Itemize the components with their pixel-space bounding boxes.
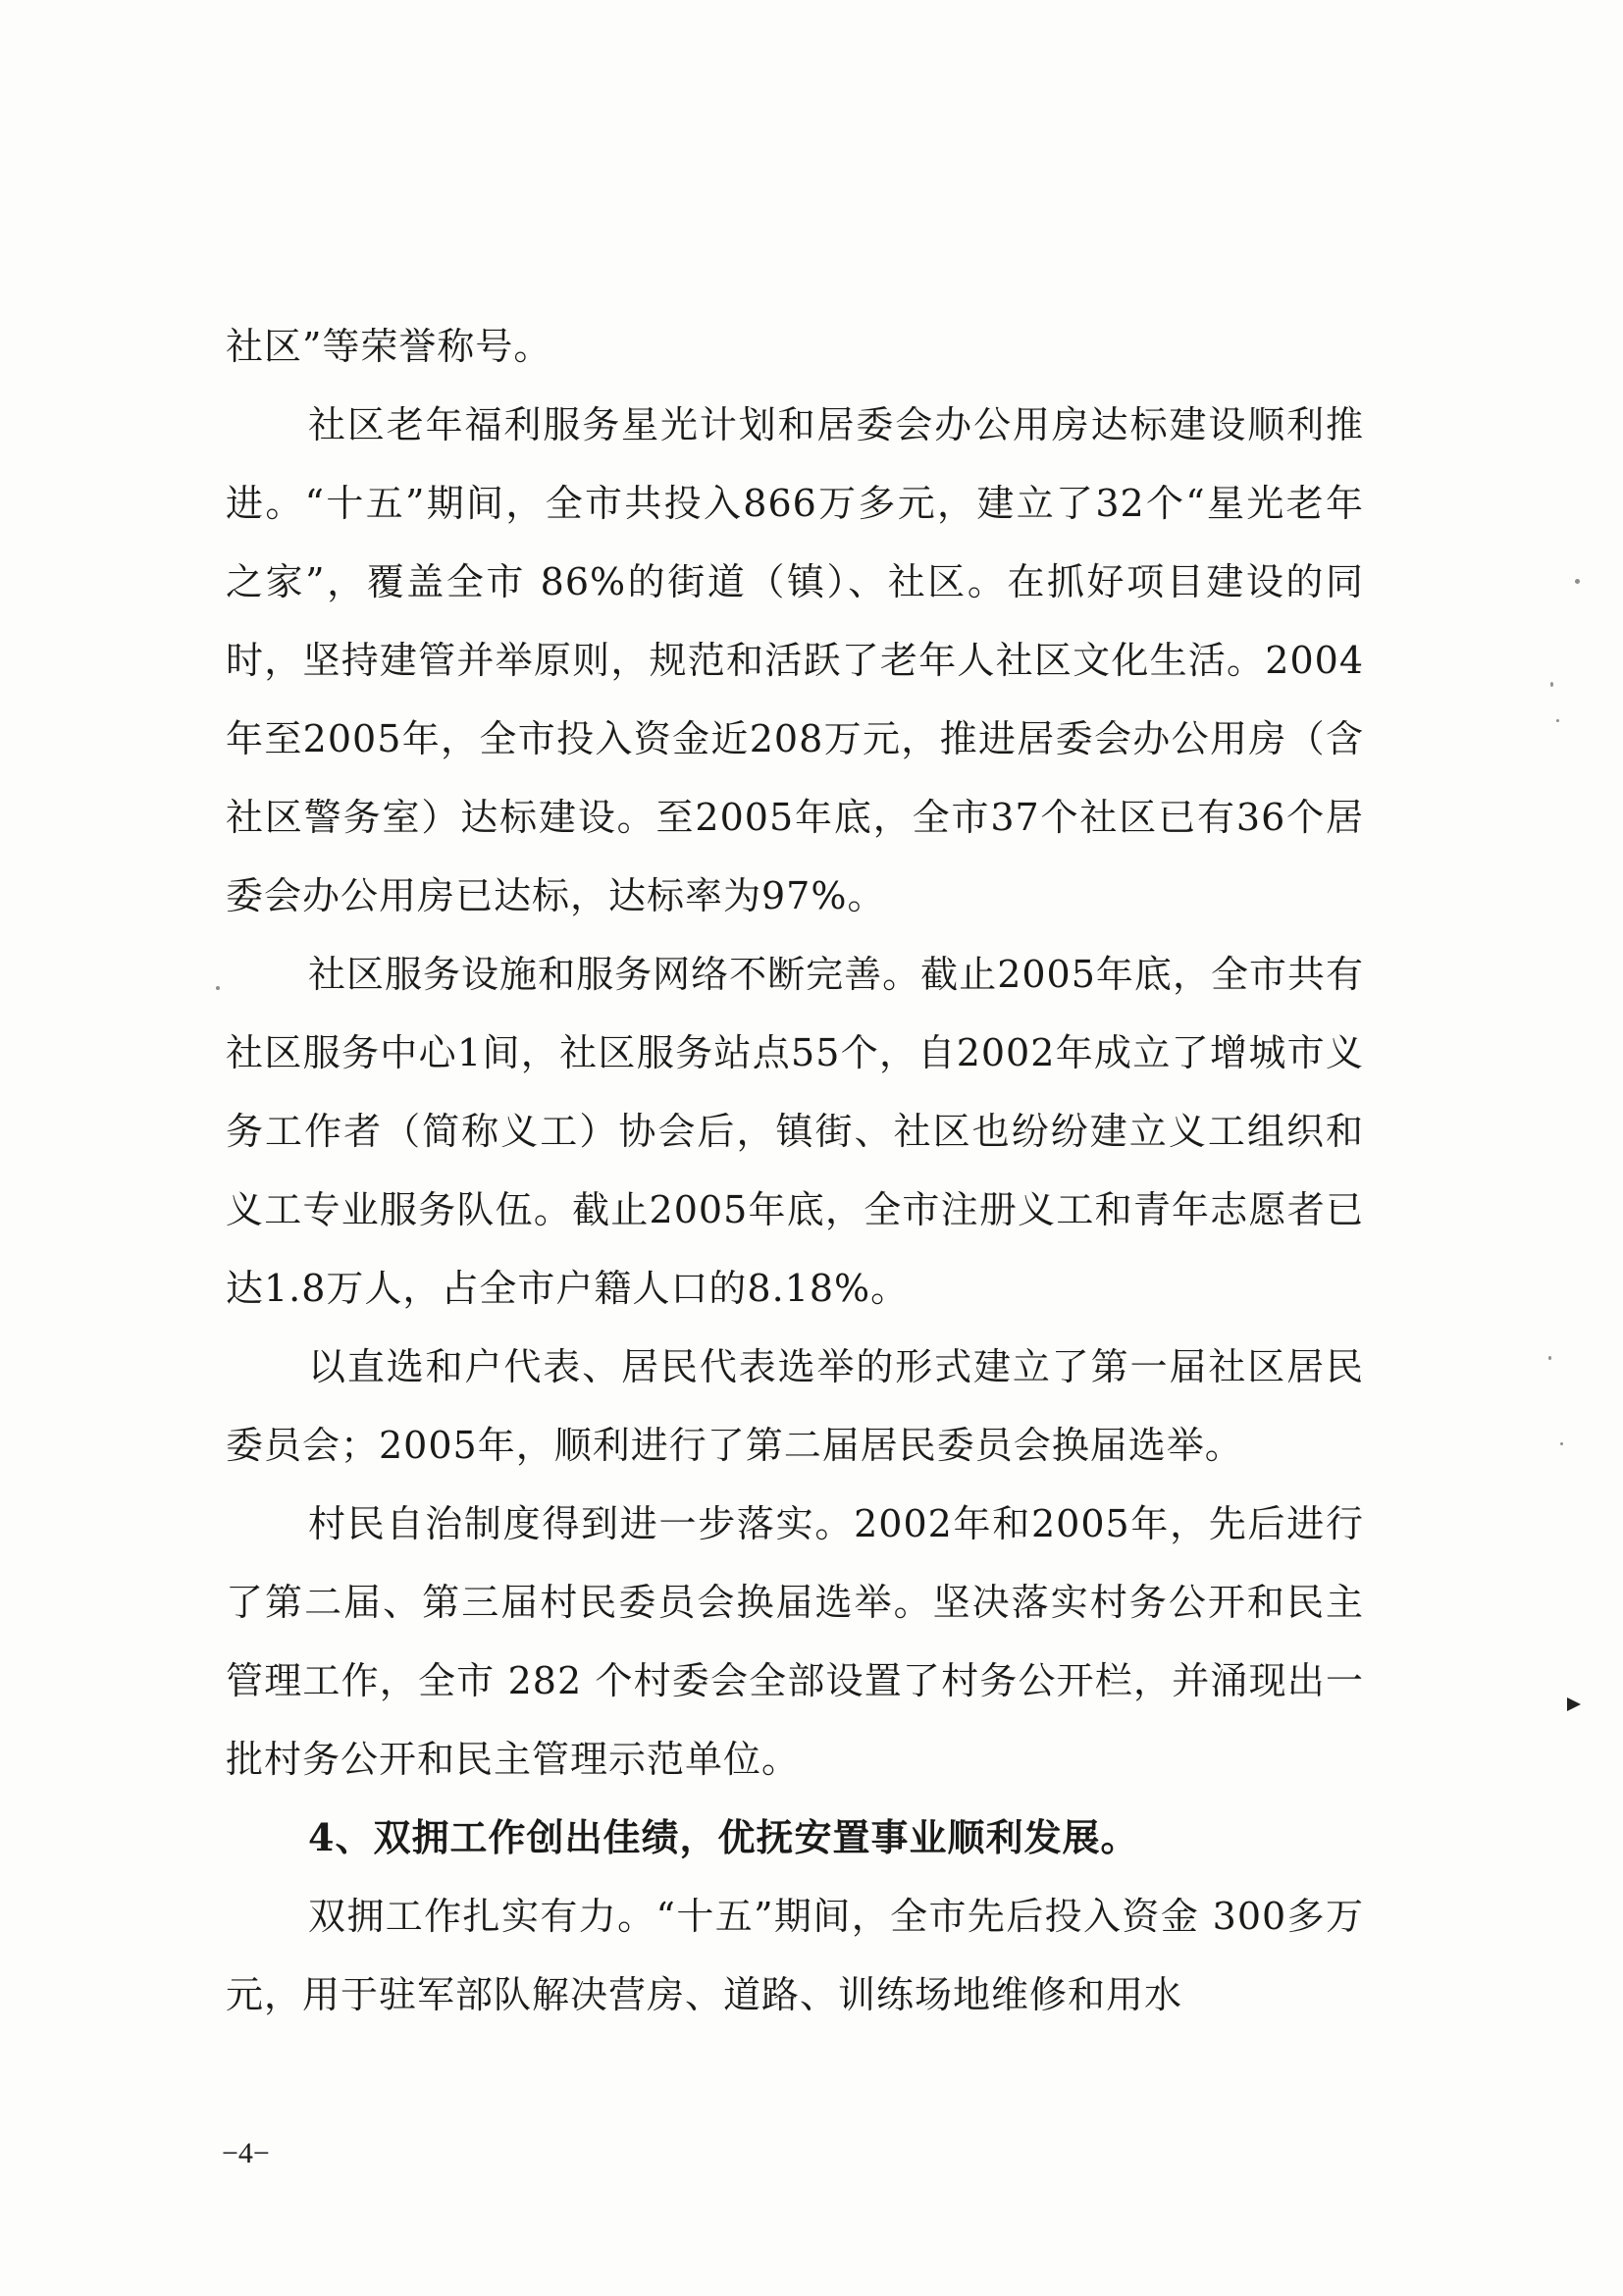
paragraph-community-service-network: 社区服务设施和服务网络不断完善。截止2005年底，全市共有社区服务中心1间，社区服务站点55个，自2002年成立了增城市义务工作者（简称义工）协会后，镇街、社区也纷纷建立义工组织和义工专业服务队伍。截止2005年底，全市注册义工和青年志愿者已达1.8万人，占全市户籍人口的8.18%。 — [226, 953, 1364, 1310]
section-heading-double-support: 4、双拥工作创出佳绩，优抚安置事业顺利发展。 — [308, 1815, 1139, 1859]
scan-speck — [1548, 1356, 1551, 1360]
paragraph-villager-autonomy: 村民自治制度得到进一步落实。2002年和2005年，先后进行了第二届、第三届村民委员会换届选举。坚决落实村务公开和民主管理工作，全市 282 个村委会全部设置了村务公开栏，并涌现出一批村务公开和民主管理示范单位。 — [226, 1502, 1364, 1781]
document-body — [226, 307, 1364, 2034]
paragraph-community-elderly-welfare: 社区老年福利服务星光计划和居委会办公用房达标建设顺利推进。“十五”期间，全市共投入866万多元，建立了32个“星光老年之家”，覆盖全市 86%的街道（镇）、社区。在抓好项目建设的同时，坚持建管并举原则，规范和活跃了老年人社区文化生活。2004年至2005年，全市投入资金近208万元，推进居委会办公用房（含社区警务室）达标建设。至2005年底，全市37个社区已有36个居委会办公用房已达标，达标率为97%。 — [226, 403, 1364, 917]
page-number: −4− — [222, 2137, 270, 2169]
paragraph-double-support-work: 双拥工作扎实有力。“十五”期间，全市先后投入资金 300多万元，用于驻军部队解决营房、道路、训练场地维修和用水 — [226, 1895, 1364, 2016]
paragraph-residents-committee-election: 以直选和户代表、居民代表选举的形式建立了第一届社区居民委员会；2005年，顺利进行了第二届居民委员会换届选举。 — [226, 1345, 1364, 1467]
paragraph-continuation: 社区”等荣誉称号。 — [226, 325, 552, 368]
scan-speck — [1575, 579, 1580, 584]
scan-speck — [216, 986, 220, 990]
scan-speck — [1560, 1442, 1563, 1445]
scan-speck — [1550, 682, 1553, 687]
scan-mark — [1567, 1697, 1581, 1711]
scan-speck — [1556, 719, 1559, 722]
